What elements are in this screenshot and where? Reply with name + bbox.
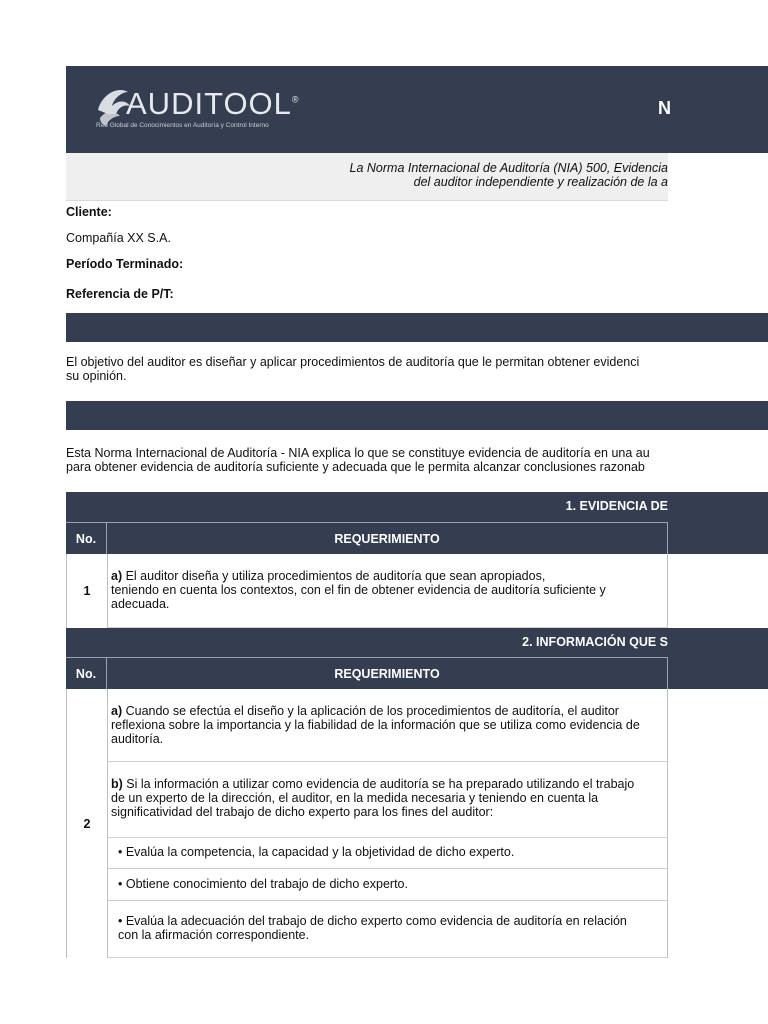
- cliente-label: Cliente:: [66, 205, 112, 219]
- alcance-text: [66, 446, 668, 474]
- req-prefix: b): [111, 777, 123, 791]
- table2-bullet-3[interactable]: [108, 901, 668, 958]
- req-prefix: a): [111, 704, 123, 718]
- table2-row-no: 2: [66, 689, 108, 958]
- req-line: Si la información a utilizar como evidencia de auditoría se ha preparado utilizando el trabajo: [122, 777, 635, 791]
- req-line: con la afirmación correspondiente.: [118, 928, 310, 942]
- table1-row-req[interactable]: [108, 554, 668, 628]
- req-line: de un experto de la dirección, el auditor, en la medida necesaria y teniendo en cuenta la: [111, 791, 599, 805]
- table2-title-bar: [66, 628, 768, 658]
- objetivo-line-1: El objetivo del auditor es diseñar y aplicar procedimientos de auditoría que le permitan obtener evidenci: [66, 355, 640, 369]
- table1-title-bar: [66, 492, 768, 522]
- table2-title: 2. INFORMACIÓN QUE S: [522, 635, 668, 649]
- table1-title: 1. EVIDENCIA DE: [565, 499, 668, 513]
- alcance-band: [66, 401, 768, 430]
- req-prefix: a): [111, 569, 123, 583]
- table2-req-b[interactable]: [108, 762, 668, 838]
- objetivo-band: [66, 313, 768, 342]
- table1-row-no: 1: [66, 554, 108, 628]
- page-title: N: [658, 98, 671, 118]
- referencia-label: Referencia de P/T:: [66, 287, 174, 301]
- cliente-value[interactable]: Compañía XX S.A.: [66, 231, 171, 245]
- req-line: adecuada.: [111, 597, 170, 611]
- logo-wordmark: AUDITOOL®: [126, 86, 300, 121]
- req-line: teniendo en cuenta los contextos, con el fin de obtener evidencia de auditoría suficiente y: [111, 583, 606, 597]
- table2-bullet-2[interactable]: • Obtiene conocimiento del trabajo de dicho experto.: [108, 869, 668, 901]
- subtitle-line-1: La Norma Internacional de Auditoría (NIA) 500, Evidencia: [349, 161, 668, 175]
- req-line: • Evalúa la adecuación del trabajo de dicho experto como evidencia de auditoría en relación: [118, 914, 627, 928]
- alcance-line-2: para obtener evidencia de auditoría suficiente y adecuada que le permita alcanzar conclusiones razonab: [66, 460, 645, 474]
- objetivo-text: [66, 355, 668, 383]
- table2-header-row: [66, 657, 768, 689]
- table1-col-no: No.: [66, 522, 107, 554]
- table2-col-req: REQUERIMIENTO: [107, 657, 668, 689]
- logo-tagline: Red Global de Conocimientos en Auditoría y Control Interno: [96, 122, 269, 129]
- table2-bullet-1[interactable]: • Evalúa la competencia, la capacidad y la objetividad de dicho experto.: [108, 838, 668, 869]
- req-line: auditoría.: [111, 732, 164, 746]
- req-line: reflexiona sobre la importancia y la fiabilidad de la información que se utiliza como evidencia de: [111, 718, 640, 732]
- req-line: Cuando se efectúa el diseño y la aplicación de los procedimientos de auditoría, el auditor: [122, 704, 619, 718]
- subtitle: [66, 161, 668, 189]
- periodo-label: Período Terminado:: [66, 257, 184, 271]
- req-line: significatividad del trabajo de dicho experto para los fines del auditor:: [111, 805, 494, 819]
- subtitle-line-2: del auditor independiente y realización de la a: [413, 175, 668, 189]
- table1-col-req: REQUERIMIENTO: [107, 522, 668, 554]
- table2-req-a[interactable]: [108, 689, 668, 762]
- alcance-line-1: Esta Norma Internacional de Auditoría - NIA explica lo que se constituye evidencia de auditoría en una au: [66, 446, 650, 460]
- table2-col-no: No.: [66, 657, 107, 689]
- req-line: El auditor diseña y utiliza procedimientos de auditoría que sean apropiados,: [122, 569, 546, 583]
- table1-header-row: [66, 522, 768, 554]
- objetivo-line-2: su opinión.: [66, 369, 127, 383]
- subtitle-band: [66, 153, 668, 201]
